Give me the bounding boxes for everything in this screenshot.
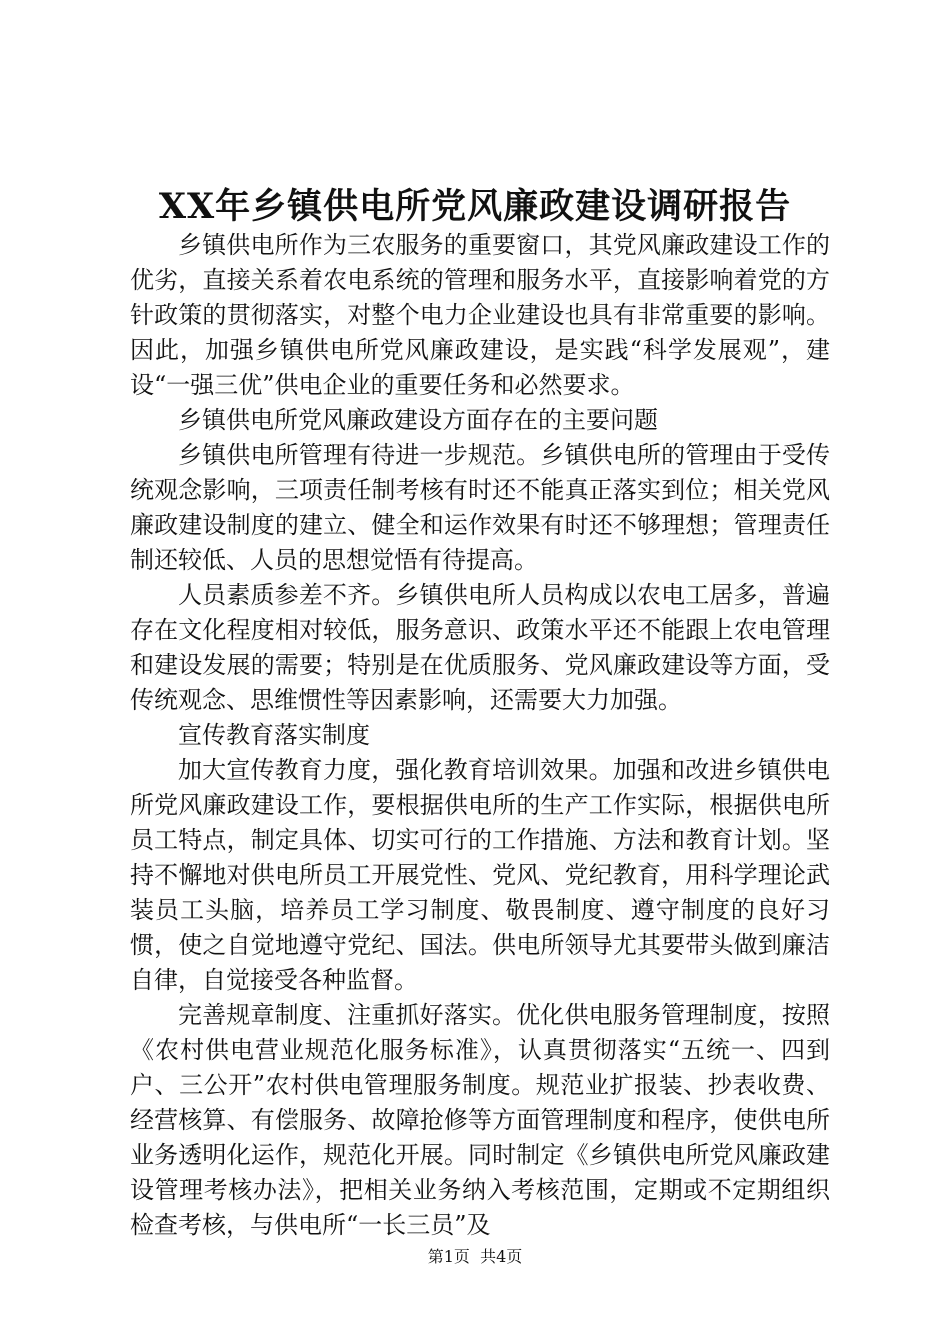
paragraph-education: 加大宣传教育力度，强化教育培训效果。加强和改进乡镇供电所党风廉政建设工作，要根据供电所的生产工作实际，根据供电所员工特点，制定具体、切实可行的工作措施、方法和教育计划。坚持不懈地对供电所员工开展党性、党风、党纪教育，用科学理论武装员工头脑，培养员工学习制度、敬畏制度、遵守制度的良好习惯，使之自觉地遵守党纪、国法。供电所领导尤其要带头做到廉洁自律，自觉接受各种监督。 <box>130 756 830 994</box>
document-title: XX年乡镇供电所党风廉政建设调研报告 <box>158 186 792 227</box>
page-number-footer: 第1页 共4页 <box>427 1247 523 1266</box>
paragraph-management: 乡镇供电所管理有待进一步规范。乡镇供电所的管理由于受传统观念影响，三项责任制考核有时还不能真正落实到位；相关党风廉政建设制度的建立、健全和运作效果有时还不够理想；管理责任制还较低、人员的思想觉悟有待提高。 <box>130 441 830 574</box>
paragraph-regulations: 完善规章制度、注重抓好落实。优化供电服务管理制度，按照《农村供电营业规范化服务标准》，认真贯彻落实“五统一、四到户、三公开”农村供电管理服务制度。规范业扩报装、抄表收费、经营核算、有偿服务、故障抢修等方面管理制度和程序，使供电所业务透明化运作，规范化开展。同时制定《乡镇供电所党风廉政建设管理考核办法》，把相关业务纳入考核范围，定期或不定期组织检查考核，与供电所“一长三员”及 <box>130 1001 830 1239</box>
section-heading-education: 宣传教育落实制度 <box>178 721 370 749</box>
document-body <box>130 228 830 1243</box>
paragraph-intro: 乡镇供电所作为三农服务的重要窗口，其党风廉政建设工作的优劣，直接关系着农电系统的管理和服务水平，直接影响着党的方针政策的贯彻落实，对整个电力企业建设也具有非常重要的影响。因此，加强乡镇供电所党风廉政建设，是实践“科学发展观”，建设“一强三优”供电企业的重要任务和必然要求。 <box>130 231 830 399</box>
paragraph-personnel: 人员素质参差不齐。乡镇供电所人员构成以农电工居多，普遍存在文化程度相对较低，服务意识、政策水平还不能跟上农电管理和建设发展的需要；特别是在优质服务、党风廉政建设等方面，受传统观念、思维惯性等因素影响，还需要大力加强。 <box>130 581 830 714</box>
section-heading-problems: 乡镇供电所党风廉政建设方面存在的主要问题 <box>178 406 658 434</box>
